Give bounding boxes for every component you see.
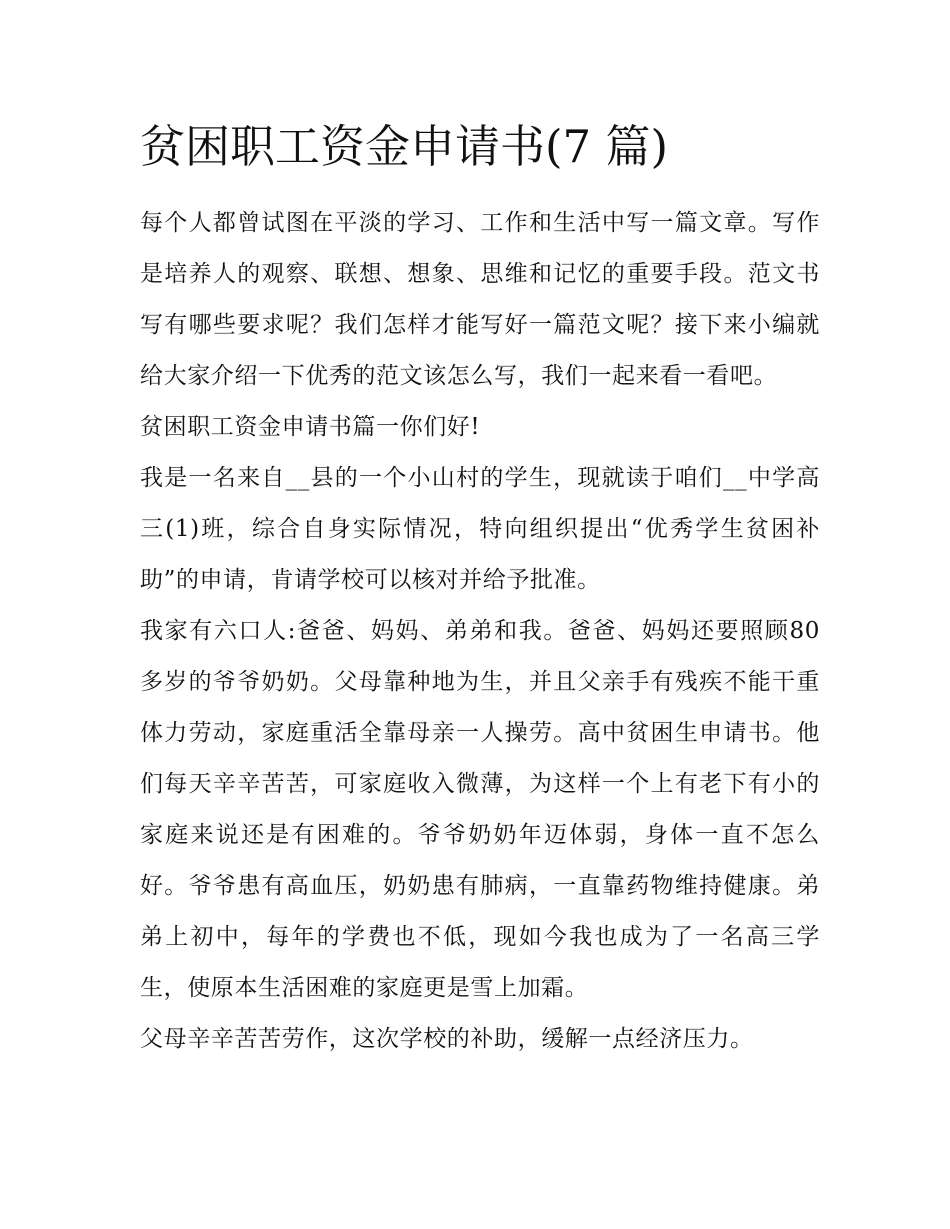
section-heading-paragraph: 贫困职工资金申请书篇一你们好!	[140, 414, 481, 440]
body-paragraph: 我是一名来自__县的一个小山村的学生，现就读于咱们__中学高三(1)班，综合自身实际情况，特向组织提出“优秀学生贫困补助”的申请，肯请学校可以核对并给予批准。	[140, 465, 820, 593]
intro-paragraph: 每个人都曾试图在平淡的学习、工作和生活中写一篇文章。写作是培养人的观察、联想、想象、思维和记忆的重要手段。范文书写有哪些要求呢？我们怎样才能写好一篇范文呢？接下来小编就给大家介绍一下优秀的范文该怎么写，我们一起来看一看吧。	[140, 210, 820, 389]
body-paragraph: 我家有六口人:爸爸、妈妈、弟弟和我。爸爸、妈妈还要照顾80 多岁的爷爷奶奶。父母靠种地为生，并且父亲手有残疾不能干重体力劳动，家庭重活全靠母亲一人操劳。高中贫困生申请书。他们每天辛辛苦苦，可家庭收入微薄，为这样一个上有老下有小的家庭来说还是有困难的。爷爷奶奶年迈体弱，身体一直不怎么好。爷爷患有高血压，奶奶患有肺病，一直靠药物维持健康。弟弟上初中，每年的学费也不低，现如今我也成为了一名高三学生，使原本生活困难的家庭更是雪上加霜。	[140, 618, 820, 1001]
body-paragraph: 父母辛辛苦苦劳作，这次学校的补助，缓解一点经济压力。	[140, 1026, 754, 1052]
document-title: 贫困职工资金申请书(7 篇)	[140, 120, 669, 173]
document-body	[140, 198, 820, 1065]
